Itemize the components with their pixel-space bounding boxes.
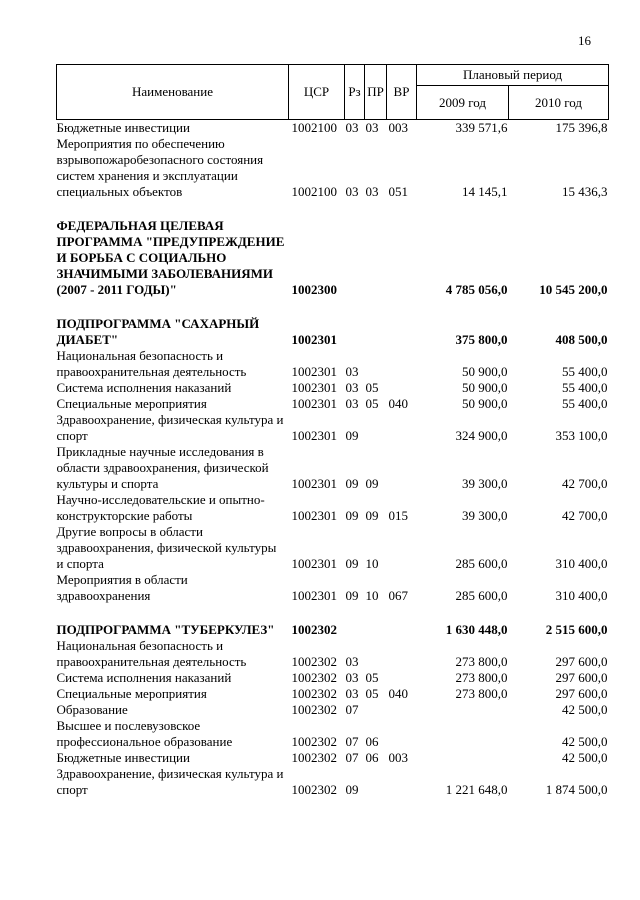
row-year-2010: 42 500,0 xyxy=(562,702,608,717)
row-pr xyxy=(365,412,387,444)
row-rz: 03 xyxy=(345,654,359,669)
row-vr xyxy=(387,702,417,718)
row-name: Здравоохранение, физическая культура и спорт xyxy=(56,412,284,443)
table-row xyxy=(57,136,609,200)
row-vr: 003 xyxy=(388,750,408,765)
row-year-2010: 353 100,0 xyxy=(555,428,608,443)
table-row xyxy=(57,348,609,380)
row-name: Национальная безопасность и правоохранительная деятельность xyxy=(56,638,247,669)
row-name: Мероприятия по обеспечению взрывопожаробезопасного состояния систем хранения и эксплуатации специальных объектов xyxy=(56,136,264,199)
row-rz: 03 xyxy=(345,184,359,199)
table-row-subprogram xyxy=(57,298,609,348)
table-row-program xyxy=(57,200,609,298)
row-pr: 10 xyxy=(365,588,379,603)
row-csr: 1002302 xyxy=(291,622,337,637)
row-year-2009: 324 900,0 xyxy=(455,428,508,443)
row-year-2010: 175 396,8 xyxy=(555,120,608,135)
row-year-2010: 42 500,0 xyxy=(562,750,608,765)
row-name: Мероприятия в области здравоохранения xyxy=(56,572,188,603)
row-vr xyxy=(387,766,417,798)
budget-table xyxy=(56,64,609,798)
row-rz: 09 xyxy=(345,588,359,603)
row-pr xyxy=(365,638,387,670)
row-name: Бюджетные инвестиции xyxy=(56,750,190,765)
row-year-2009 xyxy=(417,750,509,766)
row-pr xyxy=(365,604,387,638)
row-csr: 1002301 xyxy=(291,508,337,523)
row-csr: 1002301 xyxy=(291,364,337,379)
header-name: Наименование xyxy=(57,65,289,120)
row-vr xyxy=(387,380,417,396)
row-year-2009: 285 600,0 xyxy=(455,556,508,571)
row-rz: 09 xyxy=(345,476,359,491)
row-year-2009: 39 300,0 xyxy=(462,508,508,523)
row-rz: 03 xyxy=(345,670,359,685)
row-year-2009: 273 800,0 xyxy=(455,654,508,669)
row-year-2010: 310 400,0 xyxy=(555,588,608,603)
header-vr: ВР xyxy=(387,65,417,120)
row-name: ПОДПРОГРАММА "ТУБЕРКУЛЕЗ" xyxy=(56,622,275,637)
row-csr: 1002100 xyxy=(291,120,337,135)
row-name: Здравоохранение, физическая культура и спорт xyxy=(56,766,284,797)
row-vr xyxy=(387,444,417,492)
row-year-2009: 50 900,0 xyxy=(462,380,508,395)
row-csr: 1002300 xyxy=(291,282,337,297)
row-name: Бюджетные инвестиции xyxy=(56,120,190,135)
row-csr: 1002302 xyxy=(291,654,337,669)
row-csr: 1002301 xyxy=(291,476,337,491)
row-year-2010: 55 400,0 xyxy=(562,396,608,411)
row-csr: 1002301 xyxy=(291,396,337,411)
table-row xyxy=(57,750,609,766)
header-year-2010: 2010 год xyxy=(509,86,609,120)
row-year-2010: 297 600,0 xyxy=(555,654,608,669)
table-row xyxy=(57,492,609,524)
table-row xyxy=(57,396,609,412)
table-row xyxy=(57,686,609,702)
row-csr: 1002302 xyxy=(291,750,337,765)
row-year-2009: 1 630 448,0 xyxy=(445,622,508,637)
table-row xyxy=(57,766,609,798)
row-csr: 1002302 xyxy=(291,686,337,701)
row-rz xyxy=(345,604,365,638)
row-csr: 1002301 xyxy=(291,380,337,395)
row-vr: 040 xyxy=(388,396,408,411)
row-year-2009: 14 145,1 xyxy=(462,184,508,199)
row-year-2009: 375 800,0 xyxy=(455,332,508,347)
row-pr xyxy=(365,348,387,380)
row-csr: 1002302 xyxy=(291,782,337,797)
row-name: ФЕДЕРАЛЬНАЯ ЦЕЛЕВАЯ ПРОГРАММА "ПРЕДУПРЕЖДЕНИЕ И БОРЬБА С СОЦИАЛЬНО ЗНАЧИМЫМИ ЗАБОЛЕВАНИЯМИ (2007 - 2011 ГОДЫ)" xyxy=(56,218,285,297)
row-name: Национальная безопасность и правоохранительная деятельность xyxy=(56,348,247,379)
row-year-2010: 2 515 600,0 xyxy=(545,622,608,637)
header-planned-period: Плановый период xyxy=(417,65,609,86)
row-rz xyxy=(345,298,365,348)
row-year-2010: 55 400,0 xyxy=(562,380,608,395)
row-pr: 05 xyxy=(365,670,379,685)
table-body xyxy=(57,120,609,799)
row-vr xyxy=(387,670,417,686)
row-csr: 1002302 xyxy=(291,734,337,749)
row-year-2010: 408 500,0 xyxy=(555,332,608,347)
row-year-2009: 50 900,0 xyxy=(462,364,508,379)
row-vr xyxy=(387,298,417,348)
row-name: Научно-исследовательские и опытно-конструкторские работы xyxy=(56,492,265,523)
row-name: Другие вопросы в области здравоохранения, физической культуры и спорта xyxy=(56,524,277,571)
row-year-2009: 273 800,0 xyxy=(455,686,508,701)
row-year-2010: 297 600,0 xyxy=(555,670,608,685)
row-year-2010: 1 874 500,0 xyxy=(545,782,608,797)
row-vr xyxy=(387,348,417,380)
row-rz: 07 xyxy=(345,702,359,717)
row-pr: 09 xyxy=(365,476,379,491)
row-rz: 09 xyxy=(345,556,359,571)
header-year-2009: 2009 год xyxy=(417,86,509,120)
row-name: Прикладные научные исследования в области здравоохранения, физической культуры и спорта xyxy=(56,444,269,491)
row-year-2009: 273 800,0 xyxy=(455,670,508,685)
table-row xyxy=(57,412,609,444)
row-csr: 1002100 xyxy=(291,184,337,199)
row-csr: 1002301 xyxy=(291,588,337,603)
row-csr: 1002301 xyxy=(291,332,337,347)
row-vr xyxy=(387,718,417,750)
row-pr: 05 xyxy=(365,686,379,701)
row-name: Специальные мероприятия xyxy=(56,396,207,411)
row-year-2009: 1 221 648,0 xyxy=(445,782,508,797)
row-rz: 03 xyxy=(345,120,359,135)
row-pr: 05 xyxy=(365,380,379,395)
row-year-2010: 42 700,0 xyxy=(562,476,608,491)
table-row xyxy=(57,702,609,718)
row-pr: 05 xyxy=(365,396,379,411)
row-vr: 040 xyxy=(388,686,408,701)
row-year-2009: 4 785 056,0 xyxy=(445,282,508,297)
row-vr xyxy=(387,412,417,444)
row-vr: 067 xyxy=(388,588,408,603)
table-row xyxy=(57,572,609,604)
header-csr: ЦСР xyxy=(289,65,345,120)
row-pr: 09 xyxy=(365,508,379,523)
row-vr xyxy=(387,200,417,298)
row-rz: 09 xyxy=(345,782,359,797)
row-year-2010: 15 436,3 xyxy=(562,184,608,199)
row-name: Система исполнения наказаний xyxy=(56,670,232,685)
header-pr: ПР xyxy=(365,65,387,120)
row-name: Система исполнения наказаний xyxy=(56,380,232,395)
row-pr xyxy=(365,702,387,718)
row-csr: 1002301 xyxy=(291,556,337,571)
row-csr: 1002302 xyxy=(291,670,337,685)
row-pr xyxy=(365,766,387,798)
row-year-2010: 10 545 200,0 xyxy=(539,282,608,297)
row-year-2009 xyxy=(417,718,509,750)
row-pr: 03 xyxy=(365,120,379,135)
row-year-2009 xyxy=(417,702,509,718)
table-row xyxy=(57,718,609,750)
page-number: 16 xyxy=(578,33,591,48)
row-pr: 03 xyxy=(365,184,379,199)
row-rz: 07 xyxy=(345,750,359,765)
row-name: Специальные мероприятия xyxy=(56,686,207,701)
row-csr: 1002302 xyxy=(291,702,337,717)
row-vr xyxy=(387,604,417,638)
table-header xyxy=(57,65,609,120)
row-rz xyxy=(345,200,365,298)
row-year-2009: 339 571,6 xyxy=(455,120,508,135)
row-name: ПОДПРОГРАММА "САХАРНЫЙ ДИАБЕТ" xyxy=(56,316,260,347)
row-year-2010: 310 400,0 xyxy=(555,556,608,571)
row-year-2009: 285 600,0 xyxy=(455,588,508,603)
row-year-2009: 39 300,0 xyxy=(462,476,508,491)
table-row xyxy=(57,670,609,686)
table-row xyxy=(57,444,609,492)
table-row-subprogram xyxy=(57,604,609,638)
row-vr: 051 xyxy=(388,184,408,199)
row-rz: 09 xyxy=(345,428,359,443)
table-row xyxy=(57,524,609,572)
row-pr: 06 xyxy=(365,734,379,749)
row-name: Высшее и послевузовское профессиональное образование xyxy=(56,718,233,749)
row-rz: 07 xyxy=(345,734,359,749)
row-year-2010: 297 600,0 xyxy=(555,686,608,701)
row-rz: 03 xyxy=(345,364,359,379)
row-year-2010: 55 400,0 xyxy=(562,364,608,379)
row-name: Образование xyxy=(56,702,128,717)
header-rz: Рз xyxy=(345,65,365,120)
row-rz: 03 xyxy=(345,380,359,395)
row-pr: 06 xyxy=(365,750,379,765)
row-vr xyxy=(387,638,417,670)
row-vr xyxy=(387,524,417,572)
row-csr: 1002301 xyxy=(291,428,337,443)
row-year-2009: 50 900,0 xyxy=(462,396,508,411)
row-pr xyxy=(365,298,387,348)
table-row xyxy=(57,638,609,670)
row-year-2010: 42 500,0 xyxy=(562,734,608,749)
row-vr: 003 xyxy=(388,120,408,135)
row-year-2010: 42 700,0 xyxy=(562,508,608,523)
row-pr xyxy=(365,200,387,298)
table-row xyxy=(57,380,609,396)
table-row xyxy=(57,120,609,137)
row-rz: 03 xyxy=(345,396,359,411)
row-rz: 09 xyxy=(345,508,359,523)
row-pr: 10 xyxy=(365,556,379,571)
row-rz: 03 xyxy=(345,686,359,701)
row-vr: 015 xyxy=(388,508,408,523)
